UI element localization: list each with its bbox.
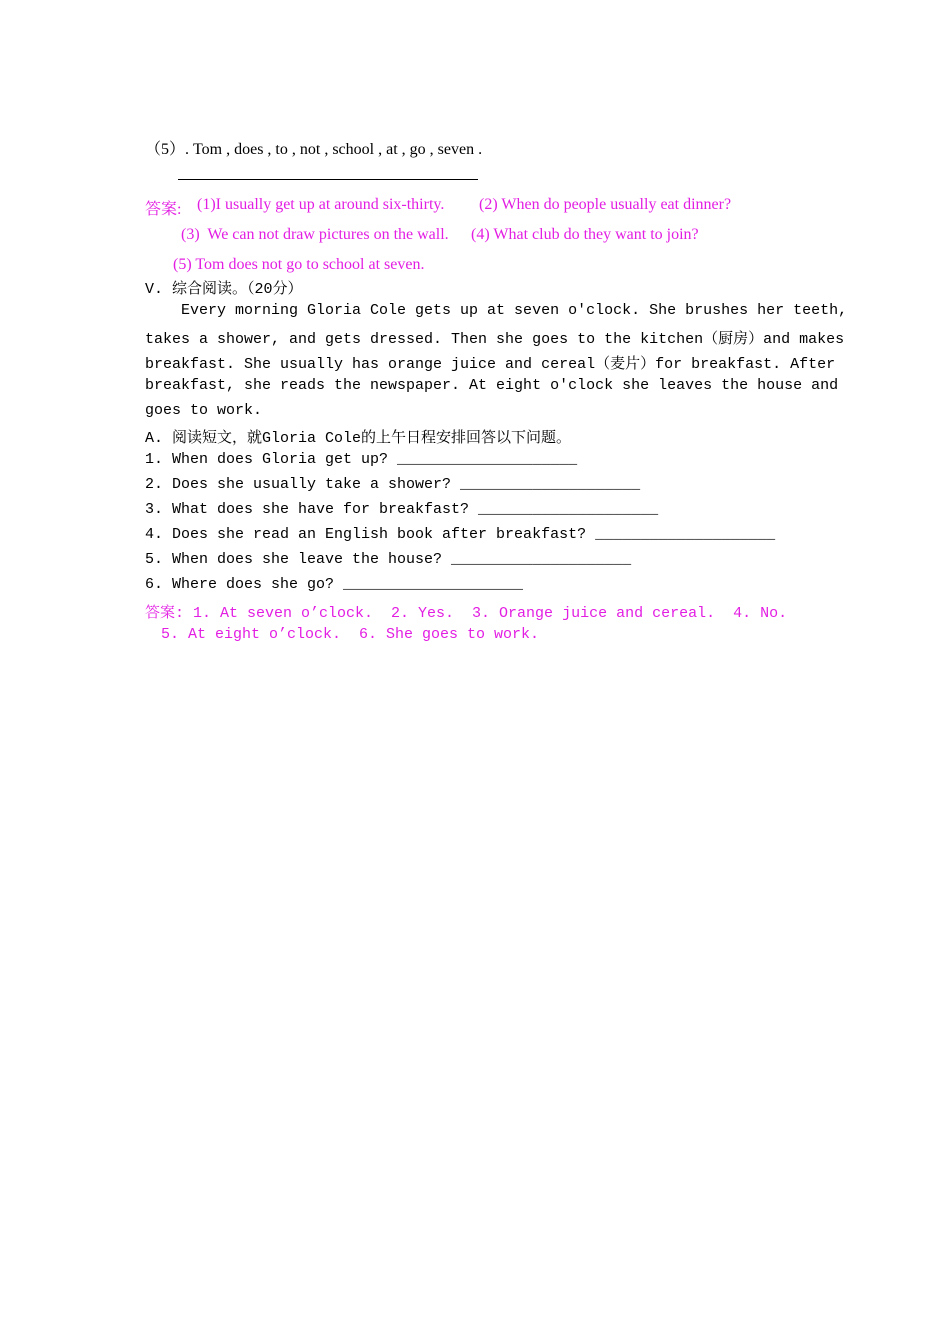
answer-blank-line [178,179,478,180]
question-5-prompt: （5）. Tom , does , to , not , school , at , go , seven . [145,141,483,158]
question-item: 1. When does Gloria get up? ____________________ [145,451,578,468]
answer-3: (3) We can not draw pictures on the wall. [181,226,449,243]
question-item: 2. Does she usually take a shower? ____________________ [145,476,641,493]
question-item: 5. When does she leave the house? ____________________ [145,551,632,568]
question-item: 6. Where does she go? ____________________ [145,576,524,593]
passage-line: breakfast, she reads the newspaper. At eight o'clock she leaves the house and [145,377,839,394]
answer-4: (4) What club do they want to join? [471,226,699,243]
passage-line: Every morning Gloria Cole gets up at seven o'clock. She brushes her teeth, [145,302,848,319]
question-item: 4. Does she read an English book after breakfast? ____________________ [145,526,776,543]
passage-line: goes to work. [145,402,263,419]
reading-instruction: A. 阅读短文，就Gloria Cole的上午日程安排回答以下问题。 [145,430,572,447]
reading-answers-line-1: 答案: 1. At seven o’clock. 2. Yes. 3. Orange juice and cereal. 4. No. [145,605,788,622]
answer-2: (2) When do people usually eat dinner? [479,196,732,213]
answer-5: (5) Tom does not go to school at seven. [173,256,425,273]
answer-1: (1)I usually get up at around six-thirty. [197,196,445,213]
answer-label: 答案: [145,201,182,218]
passage-line: breakfast. She usually has orange juice and cereal（麦片）for breakfast. After [145,356,836,373]
reading-answers-line-2: 5. At eight o’clock. 6. She goes to work. [161,626,540,643]
question-item: 3. What does she have for breakfast? ____________________ [145,501,659,518]
section-heading: V. 综合阅读。（20分） [145,281,303,298]
passage-line: takes a shower, and gets dressed. Then she goes to the kitchen（厨房）and makes [145,331,845,348]
